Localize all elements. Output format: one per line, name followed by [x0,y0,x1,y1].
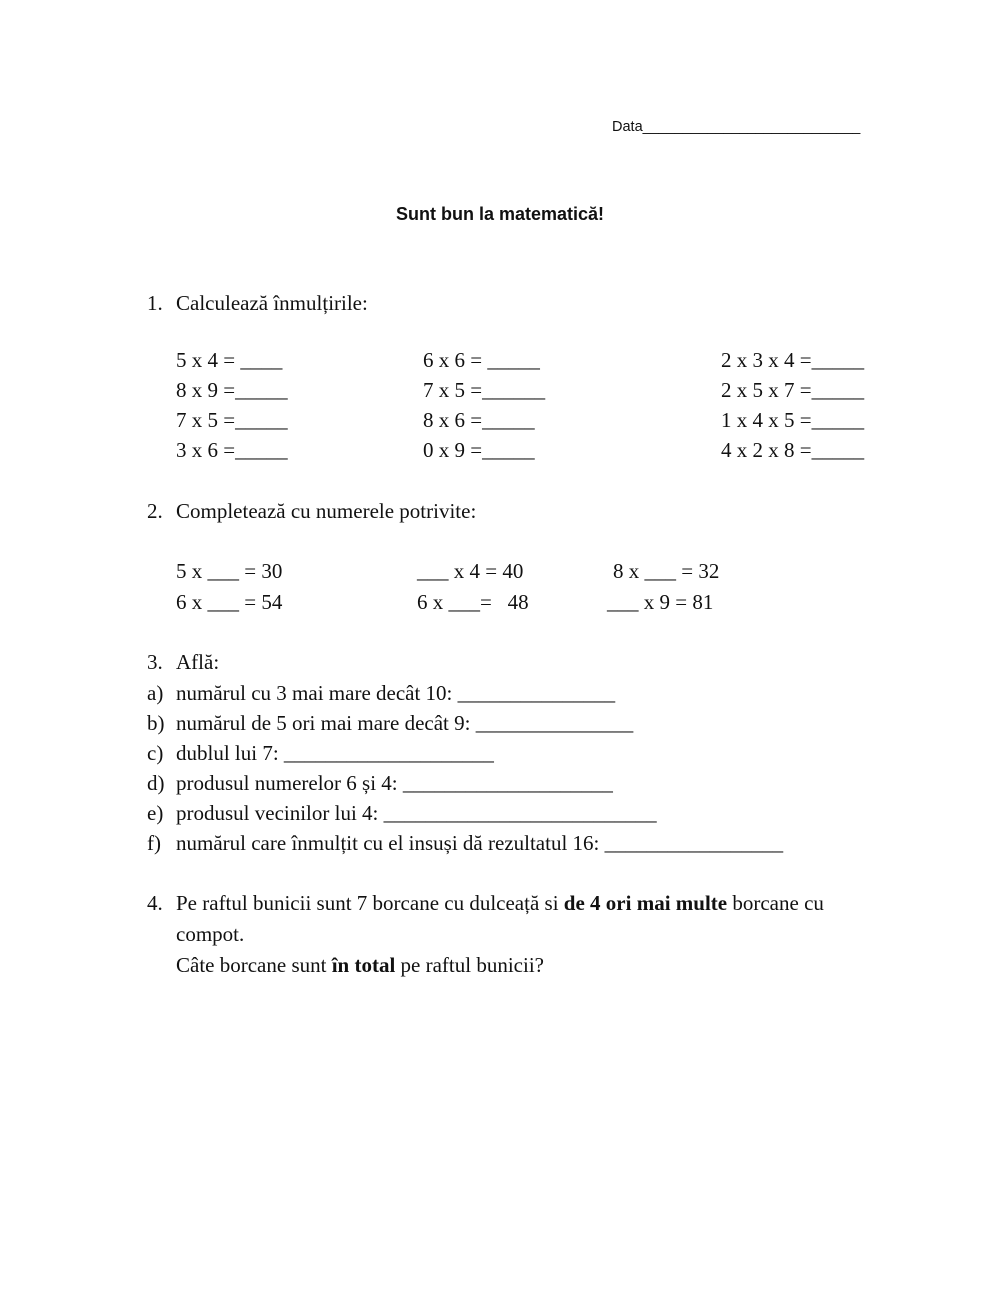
exercise-3-prompt: Află: [176,650,220,674]
exercise-2-item: 6 x ___= 48 [417,590,529,614]
exercise-4-emphasis: în total [331,953,396,977]
exercise-3-item-text: produsul numerelor 6 și 4: ____________________ [176,771,613,795]
exercise-1-item: 4 x 2 x 8 =_____ [721,438,865,462]
exercise-2-item: 5 x ___ = 30 [176,559,283,583]
exercise-2-prompt: Completează cu numerele potrivite: [176,499,477,523]
exercise-3-item-text: dublul lui 7: ____________________ [176,741,494,765]
worksheet-title: Sunt bun la matematică! [395,204,605,224]
exercise-3-number: 3. [147,650,163,674]
exercise-4-line-1 [176,893,824,914]
exercise-4-text: borcane cu [727,891,824,915]
exercise-1-number: 1. [147,291,163,315]
exercise-1-item: 1 x 4 x 5 =_____ [721,408,865,432]
exercise-3-item-letter: d) [147,771,165,795]
exercise-3-item-text: numărul de 5 ori mai mare decât 9: _______________ [176,711,634,735]
exercise-1-item: 5 x 4 = ____ [176,348,283,372]
exercise-4-line-2: compot. [176,922,245,946]
exercise-4-line-3 [176,955,544,976]
exercise-1-item: 0 x 9 =_____ [423,438,535,462]
exercise-2-item: 8 x ___ = 32 [613,559,720,583]
exercise-3-item-text: numărul care înmulțit cu el insuși dă rezultatul 16: _________________ [176,831,784,855]
exercise-4-text: Pe raftul bunicii sunt 7 borcane cu dulceață si [176,891,564,915]
exercise-2-item: ___ x 9 = 81 [607,590,714,614]
exercise-3-item-letter: f) [147,831,161,855]
exercise-2-item: ___ x 4 = 40 [417,559,524,583]
exercise-1-item: 7 x 5 =______ [423,378,546,402]
exercise-1-item: 6 x 6 = _____ [423,348,540,372]
exercise-1-prompt: Calculează înmulțirile: [176,291,368,315]
exercise-3-item-letter: e) [147,801,164,825]
exercise-1-item: 3 x 6 =_____ [176,438,288,462]
exercise-1-item: 8 x 6 =_____ [423,408,535,432]
exercise-3-item-text: numărul cu 3 mai mare decât 10: _______________ [176,681,616,705]
date-field-label: Data___________________________ [612,119,861,135]
exercise-1-item: 8 x 9 =_____ [176,378,288,402]
exercise-3-item-text: produsul vecinilor lui 4: __________________________ [176,801,657,825]
exercise-1-item: 7 x 5 =_____ [176,408,288,432]
exercise-3-item-letter: b) [147,711,165,735]
exercise-4-emphasis: de 4 ori mai multe [563,891,728,915]
exercise-2-item: 6 x ___ = 54 [176,590,283,614]
exercise-4-text: pe raftul bunicii? [395,953,544,977]
exercise-1-item: 2 x 5 x 7 =_____ [721,378,865,402]
exercise-4-text: Câte borcane sunt [176,953,332,977]
exercise-1-item: 2 x 3 x 4 =_____ [721,348,865,372]
exercise-3-item-letter: c) [147,741,164,765]
exercise-4-number: 4. [147,891,163,915]
exercise-3-item-letter: a) [147,681,164,705]
exercise-2-number: 2. [147,499,163,523]
